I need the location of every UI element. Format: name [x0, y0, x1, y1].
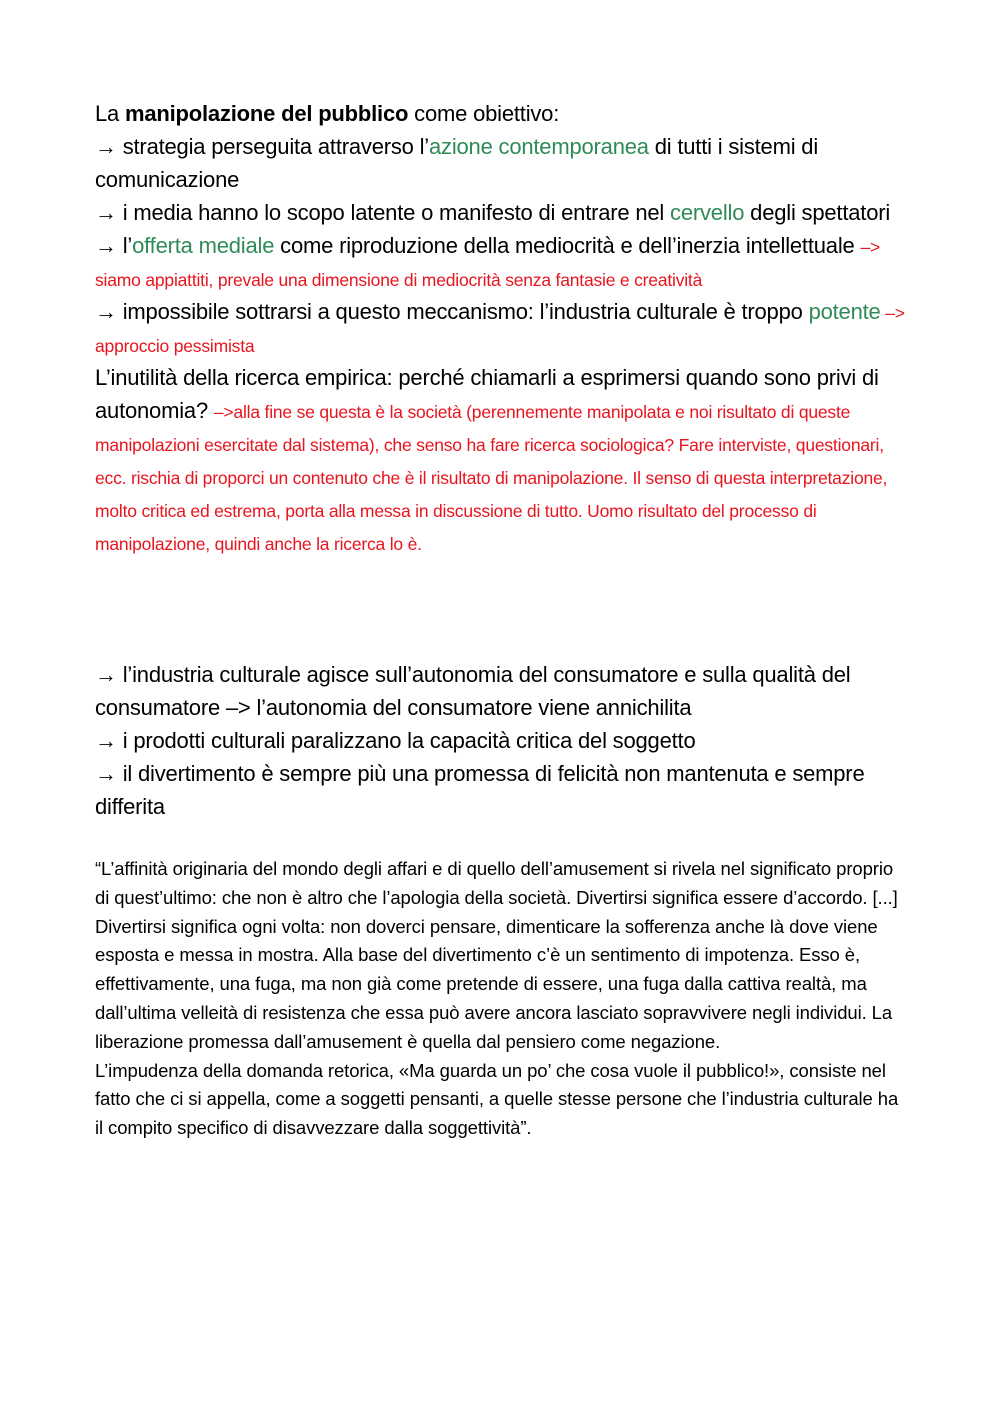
arrow-icon: → — [95, 662, 117, 687]
bullet-text: i prodotti culturali paralizzano la capacità critica del soggetto — [116, 728, 696, 753]
highlight-green: cervello — [670, 200, 745, 225]
quote-block — [95, 855, 910, 1143]
bullet-text: strategia perseguita attraverso l’ — [116, 134, 429, 159]
annotation-red: –> approccio pessimista — [95, 303, 905, 356]
quote-paragraph: “L’affinità originaria del mondo degli affari e di quello dell’amusement si rivela nel significato proprio di quest’ultimo: che non è altro che l’apologia della società. Divertirsi significa essere d’accordo. [...] Divertirsi significa ogni volta: non doverci pensare, dimenticare la sofferenza anche là dove viene esposta e messa in mostra. Alla base del divertimento c’è un sentimento di impotenza. Esso è, effettivamente, una fuga, ma non già come pretende di essere, una fuga dalla cattiva realtà, ma dall’ultima velleità di resistenza che essa può avere ancora lasciato sopravvivere negli individui. La liberazione promessa dall’amusement è quella dal pensiero come negazione. — [95, 858, 898, 1052]
research-paragraph — [95, 361, 910, 559]
arrow-icon: → — [95, 200, 117, 225]
section-manipulation — [95, 97, 910, 559]
bullet-item — [95, 130, 910, 196]
arrow-icon: → — [95, 134, 117, 159]
annotation-red: –>alla fine se questa è la società (perennemente manipolata e noi risultato di queste manipolazioni esercitate dal sistema), che senso ha fare ricerca sociologica? Fare interviste, questionari, ecc. rischia di proporci un contenuto che è il risultato di manipolazione. Il senso di questa interpretazione, molto critica ed estrema, porta alla messa in discussione di tutto. Uomo risultato del processo di manipolazione, quindi anche la ricerca lo è. — [95, 402, 888, 554]
bullet-text: l’ — [116, 233, 133, 258]
arrow-icon: → — [95, 761, 117, 786]
bullet-text: degli spettatori — [744, 200, 891, 225]
bullet-text: come riproduzione della mediocrità e dell’inerzia intellettuale — [274, 233, 861, 258]
bullet-item — [95, 757, 910, 823]
section-consumer — [95, 658, 910, 823]
research-text: L’inutilità della ricerca empirica: perché chiamarli a esprimersi quando sono privi di autonomia? — [95, 365, 879, 423]
highlight-green: potente — [808, 299, 881, 324]
heading-suffix: come obiettivo: — [408, 101, 560, 126]
arrow-icon: → — [95, 728, 117, 753]
bullet-text: il divertimento è sempre più una promessa di felicità non mantenuta e sempre differita — [95, 761, 865, 819]
heading-bold: manipolazione del pubblico — [124, 101, 409, 126]
highlight-green: offerta mediale — [132, 233, 275, 258]
bullet-item — [95, 196, 910, 229]
section-heading — [95, 97, 910, 130]
bullet-text: l’industria culturale agisce sull’autonomia del consumatore e sulla qualità del consumatore –> l’autonomia del consumatore viene annichilita — [95, 662, 851, 720]
heading-prefix: La — [95, 101, 125, 126]
quote-paragraph: L’impudenza della domanda retorica, «Ma guarda un po’ che cosa vuole il pubblico!», consiste nel fatto che ci si appella, come a soggetti pensanti, a quelle stesse persone che l’industria culturale ha il compito specifico di disavvezzare dalla soggettività”. — [95, 1059, 899, 1139]
bullet-text: di tutti i sistemi di comunicazione — [95, 134, 819, 192]
bullet-item — [95, 724, 910, 757]
bullet-text: i media hanno lo scopo latente o manifesto di entrare nel — [116, 200, 671, 225]
arrow-icon: → — [95, 233, 117, 258]
bullet-item — [95, 295, 910, 361]
arrow-icon: → — [95, 299, 117, 324]
bullet-item — [95, 658, 910, 724]
annotation-red: –> siamo appiattiti, prevale una dimensione di mediocrità senza fantasie e creatività — [95, 237, 881, 290]
highlight-green: azione contemporanea — [428, 134, 649, 159]
bullet-item — [95, 229, 910, 295]
bullet-text: impossibile sottrarsi a questo meccanismo: l’industria culturale è troppo — [116, 299, 809, 324]
